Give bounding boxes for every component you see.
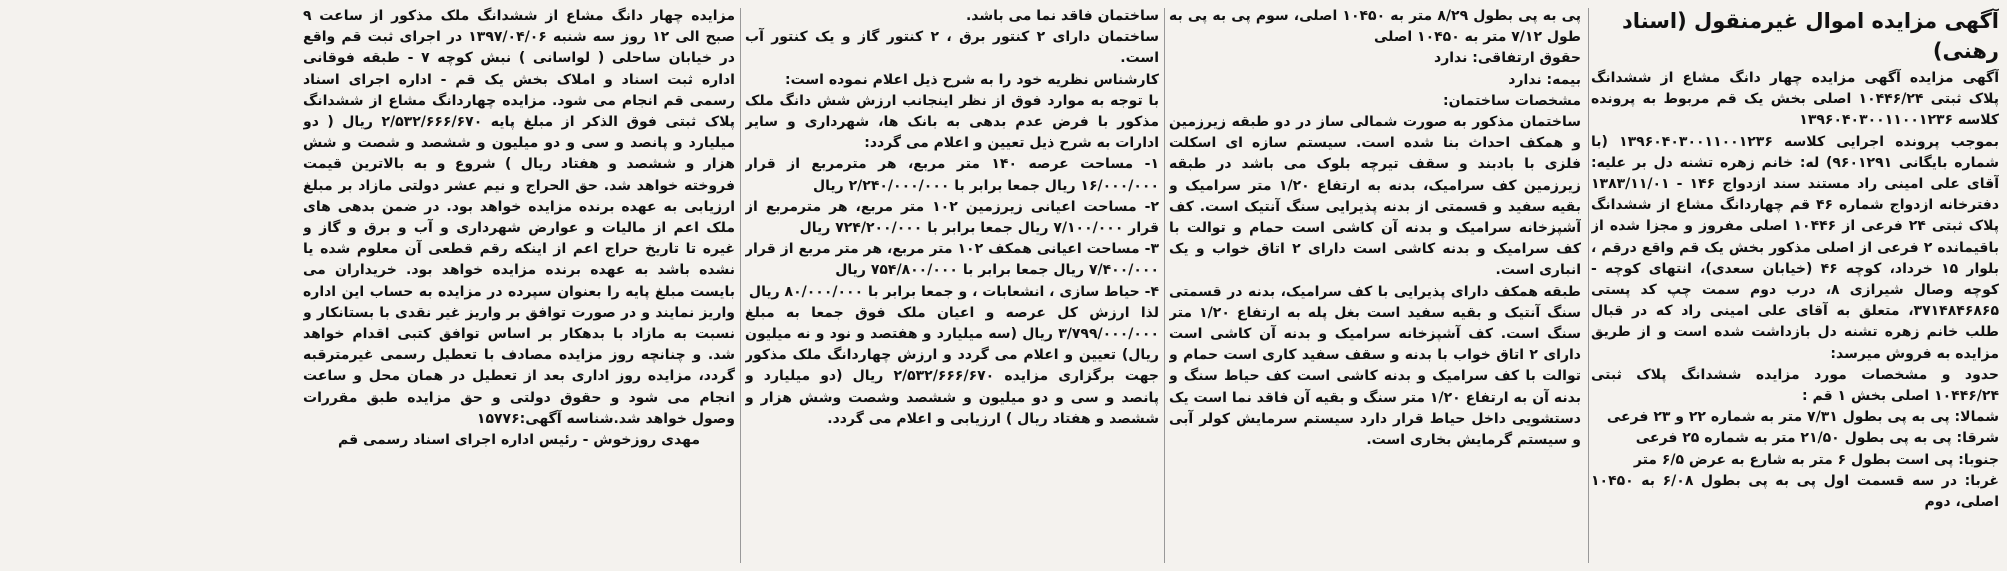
- expert-opinion-heading: کارشناس نظریه خود را به شرح ذیل اعلام نموده است:: [784, 71, 1159, 88]
- boundary-east: شرقا: پی به پی بطول ۲۱/۵۰ متر به شماره ۲۵ فرعی: [1635, 430, 1999, 447]
- facade-note: ساختمان فاقد نما می باشد.: [965, 8, 1159, 24]
- column-divider: [740, 8, 741, 563]
- boundary-west: غربا: در سه قسمت اول پی به پی بطول ۶/۰۸ به ۱۰۴۵۰ اصلی، دوم: [1591, 472, 1999, 511]
- valuation-item-2: ۲- مساحت اعیانی زیرزمین ۱۰۲ متر مربع، هر مترمربع از قرار ۷/۱۰۰/۰۰۰ ریال جمعا برابر با ۷۲۴/۲۰۰/۰۰۰ ریال: [745, 198, 1159, 237]
- valuation-item-4: ۴- حیاط سازی ، انشعابات ، و جمعا برابر با ۸۰/۰۰۰/۰۰۰ ریال: [748, 283, 1159, 300]
- notice-intro: آگهی مزایده آگهی مزایده چهار دانگ مشاع از ششدانگ پلاک ثبتی ۱۰۴۴۶/۲۴ اصلی بخش یک قم مربوط به پرونده کلاسه ۱۳۹۶۰۴۰۳۰۰۱۱۰۰۱۲۳۶: [1591, 70, 1999, 129]
- column-4: [303, 6, 735, 565]
- building-basement-description: ساختمان مذکور به صورت شمالی ساز در دو طبقه زیرزمین و همکف احداث بنا شده است. سیستم سازه ای اسکلت فلزی با بادبند و سقف تیرچه بلوک می باشد در طبقه زیرزمین کف سرامیک، بدنه به ارتفاع ۱/۲۰ متر سرامیک و بقیه سفید و قسمتی از بدنه پذیرایی سنگ آنتیک است. کف آشپزخانه سرامیک و بدنه آن کاشی است حمام و توالت با کف سرامیک و بدنه کاشی است دارای ۲ اتاق خواب و یک انباری است.: [1169, 114, 1581, 279]
- meters-note: ساختمان دارای ۲ کنتور برق ، ۲ کنتور گاز و یک کنتور آب است.: [745, 29, 1159, 67]
- valuation-intro: با توجه به موارد فوق از نظر اینجانب ارزش شش دانگ ملک مذکور با فرض عدم بدهی به بانک ها، شهرداری و سایر ادارات به شرح ذیل تعیین و اعلام می گردد:: [745, 92, 1159, 152]
- building-ground-floor-description: طبقه همکف دارای پذیرایی با کف سرامیک، بدنه در قسمتی سنگ آنتیک و بقیه سفید است بغل پله به ارتفاع ۱/۲۰ متر سنگ است. کف آشپزخانه سرامیک و بدنه آن کاشی است دارای ۲ اتاق خواب با بدنه و سقف سفید کاری است حمام و توالت با کف سرامیک و بدنه کاشی است کف حیاط سنگ و بدنه آن به ارتفاع ۱/۲۰ متر سنگ و بقیه آن فاقد نما است یک دستشویی داخل حیاط قرار دارد سیستم سرمایش کولر آبی و سیستم گرمایش بخاری است.: [1169, 283, 1581, 449]
- easement-rights: حقوق ارتفاقی: ندارد: [1434, 50, 1581, 67]
- boundaries-heading: حدود و مشخصات مورد مزایده ششدانگ پلاک ثبتی ۱۰۴۴۶/۲۴ اصلی بخش ۱ قم :: [1591, 366, 1999, 405]
- valuation-item-3: ۳- مساحت اعیانی همکف ۱۰۲ متر مربع، هر متر مربع از قرار ۷/۴۰۰/۰۰۰ ریال جمعا برابر با ۷۵۴/۸۰۰/۰۰۰ ریال: [745, 241, 1159, 279]
- building-specs-heading: مشخصات ساختمان:: [1442, 92, 1581, 109]
- boundary-south: جنوبا: پی است بطول ۶ متر به شارع به عرض ۶/۵ متر: [1633, 451, 1999, 468]
- insurance: بیمه: ندارد: [1508, 71, 1581, 88]
- auction-terms: مزایده چهار دانگ مشاع از ششدانگ ملک مذکور از ساعت ۹ صبح الی ۱۲ روز سه شنبه ۱۳۹۷/۰۴/۰۶ در اجرای ثبت قم واقع در خیابان ساحلی ( لواسانی ) نبش کوچه ۷ - طبقه فوقانی اداره ثبت اسناد و املاک بخش یک قم - اداره اجرای اسناد رسمی قم انجام می شود. مزایده چهاردانگ مشاع از ششدانگ پلاک ثبتی فوق الذکر از مبلغ پایه ۲/۵۳۲/۶۶۶/۶۷۰ ریال ( دو میلیارد و پانصد و سی و دو میلیون و ششصد و شصت و شش هزار و ششصد و هفتاد ریال ) شروع و به بالاترین قیمت فروخته خواهد شد. حق الحراج و نیم عشر دولتی مازاد بر مبلغ ارزیابی به عهده برنده مزایده خواهد بود. در ضمن بدهی های ملک اعم از مالیات و عوارض شهرداری و آب و برق و گاز و غیره تا تاریخ حراج اعم از اینکه رقم قطعی آن معلوم شده یا نشده باشد به عهده برنده مزایده خواهد بود. خریداران می بایست مبلغ پایه را بعنوان سپرده در مزایده به حساب این اداره واریز نمایند و در صورت توافق بر واریز غیر نقدی با بستانکار و نسبت به مازاد با بدهکار بر اساس توافق کتبی اقدام خواهد شد. و چنانچه روز مزایده مصادف با تعطیل رسمی غیرمترقبه گردد، مزایده روز اداری بعد از تعطیل در همان محل و ساعت انجام می شود و حقوق دولتی و حق مزایده طبق مقررات وصول خواهد شد.شناسه آگهی:۱۵۷۷۶: [303, 8, 735, 427]
- boundary-west-continued: پی به پی بطول ۸/۲۹ متر به ۱۰۴۵۰ اصلی، سوم پی به پی به طول ۷/۱۲ متر به ۱۰۴۵۰ اصلی: [1169, 8, 1581, 46]
- column-divider: [1588, 8, 1589, 563]
- boundary-north: شمالا: پی به پی بطول ۷/۳۱ متر به شماره ۲۲ و ۲۳ فرعی: [1606, 409, 1999, 426]
- signature-line: مهدی روزخوش - رئیس اداره اجرای اسناد رسمی قم: [337, 432, 701, 449]
- valuation-total: لذا ارزش کل عرصه و اعیان ملک فوق جمعا به مبلغ ۳/۷۹۹/۰۰۰/۰۰۰ ریال (سه میلیارد و هفتصد و نود و نه میلیون ریال) تعیین و اعلام می گردد و ارزش چهاردانگ ملک مذکور جهت برگزاری مزایده ۲/۵۳۲/۶۶۶/۶۷۰ ریال (دو میلیارد و پانصد و سی و دو میلیون و ششصد وشصت وشش هزار و ششصد و هفتاد ریال ) ارزیابی و اعلام می گردد.: [745, 304, 1159, 427]
- column-divider: [1164, 8, 1165, 563]
- column-2: [1169, 6, 1581, 565]
- valuation-item-1: ۱- مساحت عرصه ۱۴۰ متر مربع، هر مترمربع از قرار ۱۶/۰۰۰/۰۰۰ ریال جمعا برابر با ۲/۲۴۰/۰۰۰/۰۰۰ ریال: [745, 156, 1159, 194]
- column-1: [1591, 6, 1999, 565]
- notice-title: آگهی مزایده اموال غیرمنقول (اسناد رهنی): [1622, 9, 1999, 63]
- case-details: بموجب پرونده اجرایی کلاسه ۱۳۹۶۰۴۰۳۰۰۱۱۰۰۱۲۳۶ (با شماره بایگانی ۹۶۰۱۲۹۱) له: خانم زهره تشنه دل بر علیه: آقای علی امینی راد مستند سند ازدواج ۱۴۶ - ۱۳۸۳/۱۱/۰۱ دفترخانه ازدواج شماره ۴۶ قم چهاردانگ مشاع از ششدانگ پلاک ثبتی ۲۴ فرعی از ۱۰۴۴۶ اصلی مفروز و مجزا شده از باقیمانده ۲ فرعی از اصلی مذکور بخش یک قم واقع درقم ، بلوار ۱۵ خرداد، کوچه ۴۶ (خیابان سعدی)، انتهای کوچه - کوچه وصال شیرازی ۸، درب دوم سمت چپ کد پستی ۳۷۱۴۸۴۶۸۶۵، متعلق به آقای علی امینی راد که در قبال طلب خانم زهره تشنه دل بازداشت شده است و از طریق مزایده به فروش میرسد:: [1591, 133, 1999, 362]
- column-3: [745, 6, 1159, 565]
